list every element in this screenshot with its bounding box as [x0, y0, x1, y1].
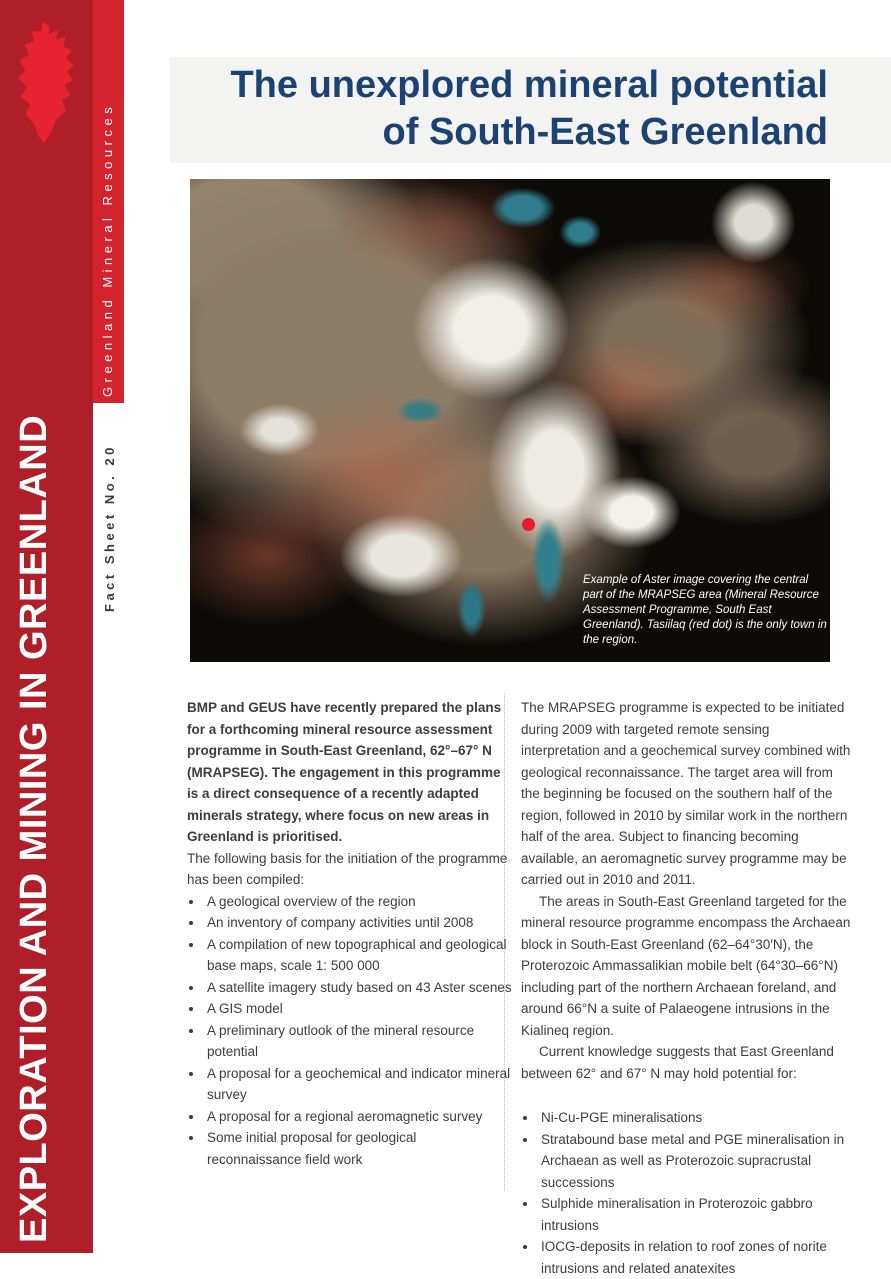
- list-item: • A proposal for a geochemical and indicator mineral survey: [204, 1063, 514, 1106]
- list-item: • Sulphide mineralisation in Proterozoic gabbro intrusions: [538, 1193, 851, 1236]
- tasiilaq-red-dot: [522, 518, 535, 531]
- series-title: EXPLORATION AND MINING IN GREENLAND: [13, 414, 55, 1243]
- list-item: • Stratabound base metal and PGE mineralisation in Archaean as well as Proterozoic supracrustal successions: [538, 1129, 851, 1194]
- list-item: • IOCG-deposits in relation to roof zones of norite intrusions and related anatexites: [538, 1236, 851, 1279]
- basis-bullet-list: [187, 891, 514, 1171]
- left-column: [187, 697, 514, 1170]
- list-item: • A geological overview of the region: [204, 891, 514, 913]
- list-item: • A satellite imagery study based on 43 Aster scenes: [204, 977, 514, 999]
- aster-satellite-image: [190, 179, 830, 662]
- list-item: • A GIS model: [204, 998, 514, 1020]
- right-column: [521, 697, 851, 1279]
- body-paragraph: The MRAPSEG programme is expected to be initiated during 2009 with targeted remote sensing interpretation and a geochemical survey combined with geological reconnaissance. The target area will from the beginning be focused on the southern half of the region, followed in 2010 by similar work in the northern half of the area. Subject to financing becoming available, an aeromagnetic survey programme may be carried out in 2010 and 2011.: [521, 700, 851, 887]
- potential-bullet-list: [521, 1107, 851, 1279]
- list-item: • An inventory of company activities until 2008: [204, 912, 514, 934]
- greenland-map-icon: [8, 18, 82, 152]
- list-item: • Ni-Cu-PGE mineralisations: [538, 1107, 851, 1129]
- fact-sheet-number: Fact Sheet No. 20: [102, 444, 117, 612]
- lead-paragraph: The following basis for the initiation of the programme has been compiled:: [187, 850, 508, 887]
- body-paragraph: Current knowledge suggests that East Greenland between 62° and 67° N may hold potential for:: [521, 1044, 834, 1081]
- figure-caption: Example of Aster image covering the central part of the MRAPSEG area (Mineral Resource Assessment Programme, South East Greenland). Tasiilaq (red dot) is the only town in the region.: [583, 574, 827, 646]
- list-item: • A preliminary outlook of the mineral resource potential: [204, 1020, 514, 1063]
- page-title-line1: The unexplored mineral potential: [230, 64, 828, 106]
- list-item: • Some initial proposal for geological reconnaissance field work: [204, 1127, 514, 1170]
- page-title: [170, 57, 891, 163]
- brand-label: Greenland Mineral Resources: [100, 102, 115, 397]
- body-paragraph: The areas in South-East Greenland targeted for the mineral resource programme encompass the Archaean block in South-East Greenland (62–64°30′N), the Proterozoic Ammassalikian mobile belt (64°30–66°N) including part of the northern Archaean foreland, and around 66°N a suite of Palaeogene intrusions in the Kialineq region.: [521, 893, 851, 1038]
- list-item: • A proposal for a regional aeromagnetic survey: [204, 1106, 514, 1128]
- list-item: • A compilation of new topographical and geological base maps, scale 1: 500 000: [204, 934, 514, 977]
- intro-paragraph: BMP and GEUS have recently prepared the plans for a forthcoming mineral resource assessment programme in South-East Greenland, 62°–67° N (MRAPSEG). The engagement in this programme is a direct consequence of a recently adapted minerals strategy, where focus on new areas in Greenland is prioritised.: [187, 700, 502, 844]
- page-title-line2: of South-East Greenland: [382, 111, 828, 153]
